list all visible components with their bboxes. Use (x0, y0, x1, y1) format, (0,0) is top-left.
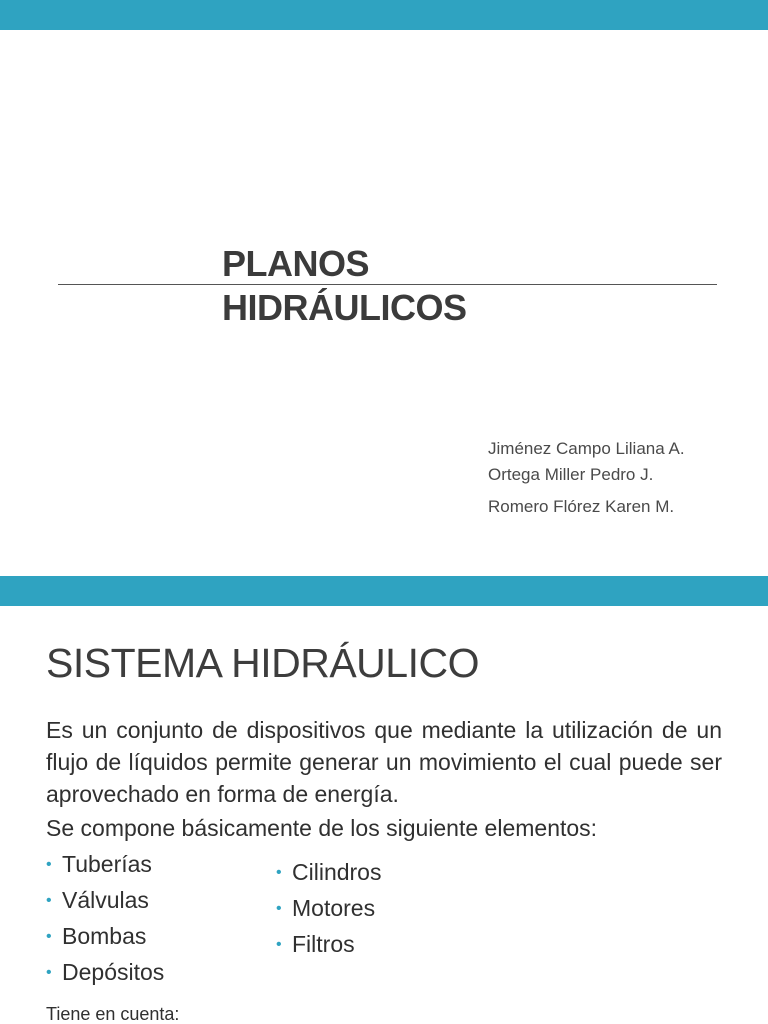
list-item (46, 918, 164, 954)
list-item-label: Tuberías (62, 851, 152, 877)
bullet-icon: • (46, 964, 52, 981)
list-item-label: Depósitos (62, 959, 165, 985)
list-item-label: Cilindros (292, 859, 382, 885)
list-item-label: Filtros (292, 931, 355, 957)
component-list-left (46, 846, 164, 990)
list-item (276, 854, 381, 890)
bullet-icon: • (46, 856, 52, 873)
list-item-label: Válvulas (62, 887, 149, 913)
accent-bar (0, 576, 768, 606)
title-line-2: HIDRÁULICOS (222, 287, 467, 328)
author-name: Romero Flórez Karen M. (488, 497, 675, 516)
author-name: Ortega Miller Pedro J. (488, 465, 654, 484)
content-slide (0, 576, 768, 1024)
accent-bar (0, 0, 768, 30)
definition-paragraph: Es un conjunto de dispositivos que mediante la utilización de un flujo de líquidos permite generar un movimiento el cual puede ser aprovechado en forma de energía. (46, 717, 722, 807)
list-item-label: Motores (292, 895, 376, 921)
note-text: Tiene en cuenta: (46, 1004, 180, 1024)
author-name: Jiménez Campo Liliana A. (488, 439, 685, 458)
author-list (488, 436, 685, 520)
component-list-right (276, 854, 381, 962)
list-item (276, 926, 381, 962)
list-item (46, 882, 164, 918)
slide-heading: SISTEMA HIDRÁULICO (46, 640, 479, 686)
list-item (46, 846, 164, 882)
bullet-icon: • (276, 900, 282, 917)
bullet-icon: • (46, 928, 52, 945)
bullet-icon: • (276, 936, 282, 953)
title-line-1: PLANOS (222, 243, 370, 284)
list-item-label: Bombas (62, 923, 147, 949)
bullet-icon: • (46, 892, 52, 909)
list-item (46, 954, 164, 990)
slide-title (222, 242, 467, 330)
bullet-icon: • (276, 864, 282, 881)
components-intro: Se compone básicamente de los siguiente elementos: (46, 815, 598, 841)
list-item (276, 890, 381, 926)
